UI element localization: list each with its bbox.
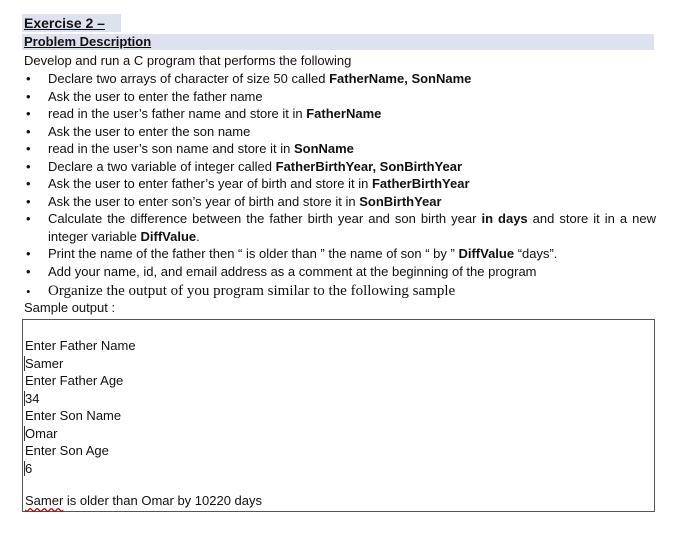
sample-prompt-line: Enter Son Age	[25, 443, 109, 458]
sample-output-box	[22, 319, 655, 512]
sample-prompt-line: Enter Father Name	[25, 338, 136, 353]
list-item: • Ask the user to enter the father name	[24, 88, 656, 106]
list-item: • Calculate the difference between the father birth year and son birth year in days and store it in a new integer variable DiffValue.	[24, 210, 656, 245]
sample-input-line: Omar	[25, 425, 136, 443]
spellcheck-word: Samer	[25, 493, 64, 508]
list-item: • read in the user’s son name and store it in SonName	[24, 140, 656, 158]
intro-text: Develop and run a C program that performs the following	[24, 53, 352, 68]
sample-prompt-line: Enter Son Name	[25, 408, 122, 423]
sample-input-line: Samer	[25, 355, 136, 373]
sample-output-label: Sample output :	[24, 300, 116, 315]
list-item: • Organize the output of you program similar to the following sample	[24, 282, 656, 301]
sample-input-line: 34	[25, 390, 136, 408]
sample-output-lines	[25, 337, 136, 477]
sample-input-line: 6	[25, 460, 136, 478]
list-item: • Print the name of the father then “ is older than ” the name of son “ by ” DiffValue “days”.	[24, 245, 656, 263]
list-item: • Declare two arrays of character of size 50 called FatherName, SonName	[24, 70, 656, 88]
list-item: • Declare a two variable of integer called FatherBirthYear, SonBirthYear	[24, 158, 656, 176]
sample-result-line: Samer is older than Omar by 10220 days	[25, 493, 263, 508]
list-item: • Ask the user to enter father’s year of birth and store it in FatherBirthYear	[24, 175, 656, 193]
list-item: • Ask the user to enter the son name	[24, 123, 656, 141]
list-item: • Add your name, id, and email address as a comment at the beginning of the program	[24, 263, 656, 281]
problem-description-heading: Problem Description	[22, 34, 654, 50]
list-item: • Ask the user to enter son’s year of birth and store it in SonBirthYear	[24, 193, 656, 211]
sample-prompt-line: Enter Father Age	[25, 373, 124, 388]
requirements-list	[24, 70, 656, 301]
list-item: • read in the user’s father name and store it in FatherName	[24, 105, 656, 123]
exercise-title: Exercise 2 –	[22, 14, 121, 32]
